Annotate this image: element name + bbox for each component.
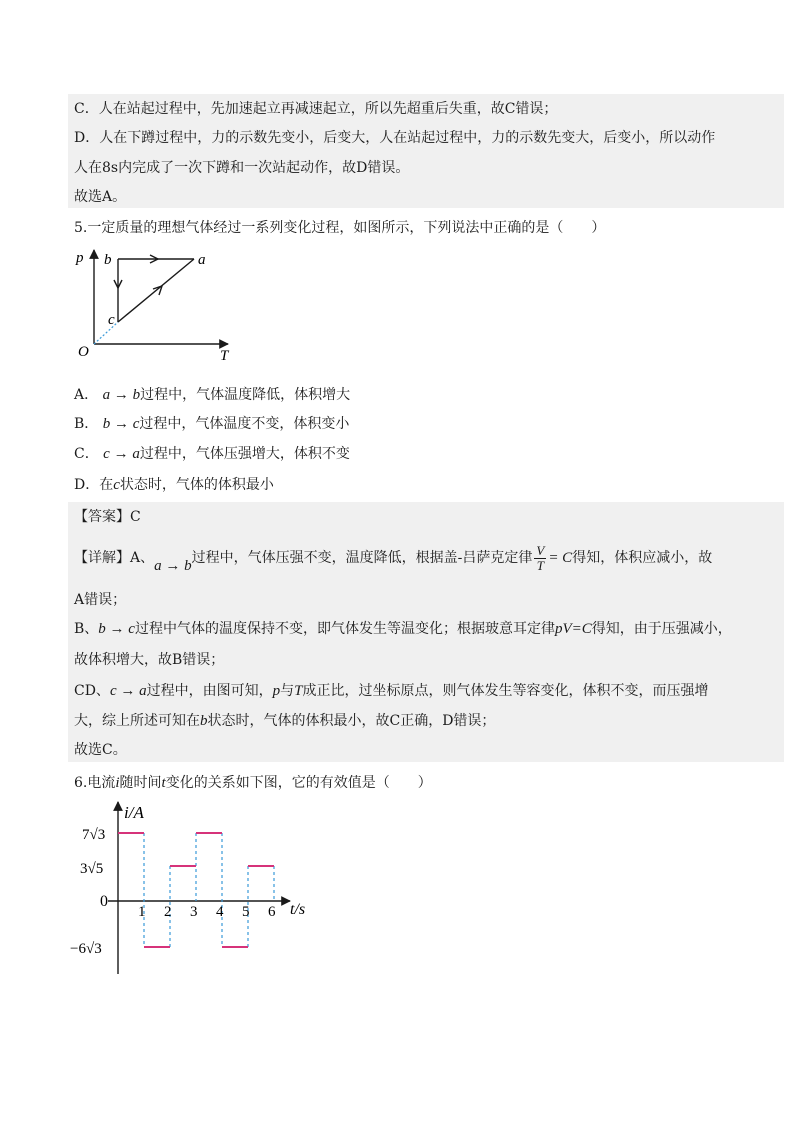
q5-option-c-math: c → a [103, 446, 140, 462]
q6-label-ia: i/A [124, 803, 144, 822]
q5-label-t: T [220, 348, 229, 364]
q5-option-a-math: a → b [102, 387, 141, 403]
q5-detail-line-2: A错误； [74, 592, 127, 608]
q6-x-label-1: 1 [138, 904, 146, 920]
q6-x-label-3: 3 [190, 904, 198, 920]
q5-path-c-a [118, 259, 194, 322]
q5-option-d[interactable]: D．在c状态时，气体的体积最小 [74, 477, 274, 493]
q6-label-origin: 0 [100, 893, 108, 910]
q5-stem: 5.一定质量的理想气体经过一系列变化过程，如图所示，下列说法中正确的是（ ） [74, 220, 606, 236]
q5-detail-line-3: B、b → c过程中气体的温度保持不变，即气体发生等温变化；根据玻意耳定律pV=C得知，由于压强减小， [74, 621, 732, 637]
q5-label-b: b [104, 252, 112, 268]
q5-label-o: O [78, 344, 89, 360]
q6-stem: 6.电流i随时间t变化的关系如下图，它的有效值是（ ） [74, 775, 432, 791]
q5-detail-line-6: 大，综上所述可知在b状态时，气体的体积最小，故C正确，D错误； [74, 713, 496, 729]
q6-y-label-1: 7√3 [82, 827, 106, 843]
q6-current-graph [68, 796, 318, 986]
prev-option-d-explanation-2: 人在8s内完成了一次下蹲和一次站起动作，故D错误。 [74, 160, 410, 176]
q5-option-c[interactable]: C． c → a过程中，气体压强增大，体积不变 [74, 446, 350, 462]
q6-dashed-lines [144, 833, 274, 947]
q5-label-c: c [108, 312, 115, 328]
q5-pt-diagram [72, 244, 252, 364]
q6-y-label-2: 3√5 [80, 861, 104, 877]
q5-detail-line-1: 【详解】A、a → b过程中，气体压强不变，温度降低，根据盖-吕萨克定律 $\frac{V}{T}$ = C得知，体积应减小，故 [74, 542, 713, 574]
prev-option-d-explanation-1: D．人在下蹲过程中，力的示数先变小，后变大，人在站起过程中，力的示数先变大，后变小，所以动作 [74, 130, 716, 146]
q5-option-d-math: c [113, 477, 120, 493]
q6-label-ts: t/s [290, 901, 306, 918]
q6-y-label-3: −6√3 [70, 941, 102, 957]
prev-option-c-explanation: C．人在站起过程中，先加速起立再减速起立，所以先超重后失重，故C错误； [74, 101, 558, 117]
q6-x-label-2: 2 [164, 904, 172, 920]
q5-answer: 【答案】C [74, 509, 141, 525]
q5-label-p: p [76, 250, 84, 266]
q5-option-a[interactable]: A． a → b过程中，气体温度降低，体积增大 [74, 387, 351, 403]
q5-detail-line-4: 故体积增大，故B错误； [74, 652, 225, 668]
q5-detail-fraction: $\frac{V}{T}$ [536, 542, 545, 573]
q5-option-b-math: b → c [102, 416, 140, 432]
q5-label-a: a [198, 252, 206, 268]
prev-choose: 故选A。 [74, 189, 127, 205]
q6-x-label-4: 4 [216, 904, 224, 920]
q5-detail-line-5: CD、c → a过程中，由图可知，p与T成正比，过坐标原点，则气体发生等容变化，体积不变，而压强增 [74, 683, 709, 699]
q5-option-b[interactable]: B． b → c过程中，气体温度不变，体积变小 [74, 416, 350, 432]
q6-x-label-6: 6 [268, 904, 276, 920]
q5-detail-line-7: 故选C。 [74, 742, 127, 758]
q6-x-label-5: 5 [242, 904, 250, 920]
